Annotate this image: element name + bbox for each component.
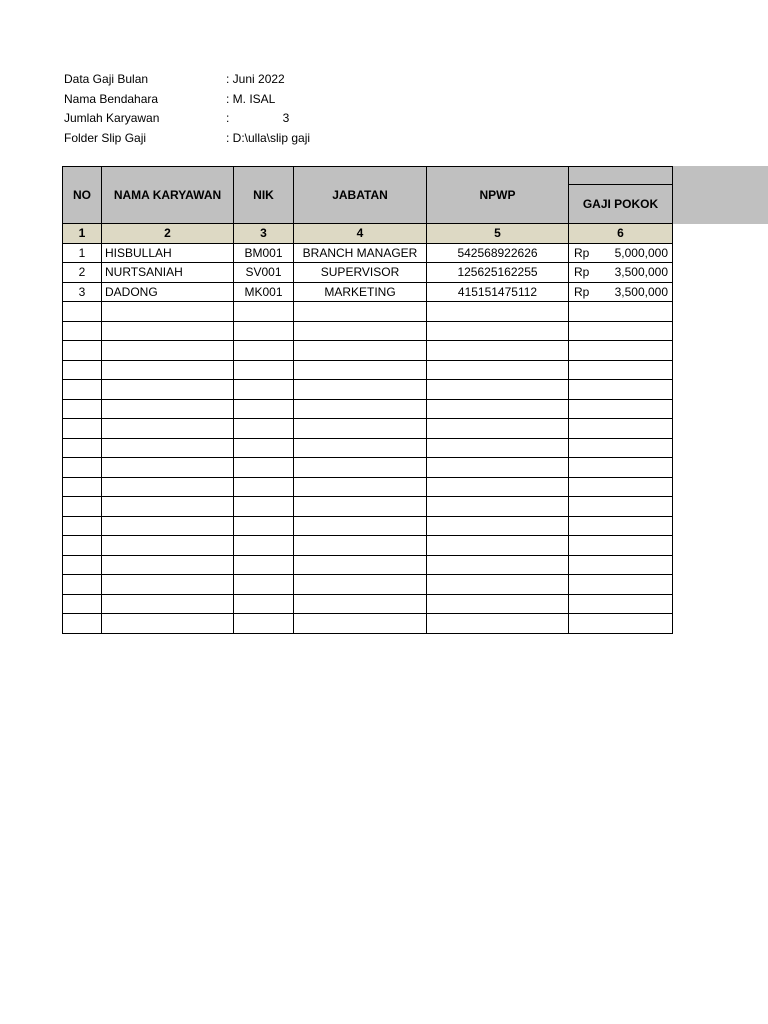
cell-gaji-pokok[interactable] [569, 243, 673, 263]
cell-jabatan[interactable]: BRANCH MANAGER [294, 243, 427, 263]
salary-amount: 5,000,000 [614, 245, 668, 260]
empty-cell[interactable] [569, 614, 673, 634]
empty-cell[interactable] [569, 399, 673, 419]
empty-cell[interactable] [234, 419, 294, 439]
column-number[interactable]: 2 [102, 224, 234, 244]
cell-no[interactable]: 2 [63, 263, 102, 283]
empty-cell[interactable] [63, 360, 102, 380]
info-label-employee-count: Jumlah Karyawan [64, 111, 160, 125]
employee-count-number: 3 [282, 111, 290, 125]
header-nik[interactable]: NIK [234, 167, 294, 224]
empty-cell[interactable] [102, 477, 234, 497]
empty-cell[interactable] [102, 341, 234, 361]
empty-cell[interactable] [102, 497, 234, 517]
empty-table-row [63, 575, 673, 595]
empty-cell[interactable] [63, 555, 102, 575]
empty-table-row [63, 536, 673, 556]
empty-cell[interactable] [427, 458, 569, 478]
header-no[interactable]: NO [63, 167, 102, 224]
empty-table-row [63, 360, 673, 380]
empty-cell[interactable] [102, 614, 234, 634]
empty-table-row [63, 399, 673, 419]
empty-cell[interactable] [234, 594, 294, 614]
empty-cell[interactable] [102, 360, 234, 380]
empty-cell[interactable] [569, 536, 673, 556]
column-number[interactable]: 5 [427, 224, 569, 244]
empty-cell[interactable] [427, 419, 569, 439]
empty-cell[interactable] [294, 341, 427, 361]
empty-cell[interactable] [102, 575, 234, 595]
empty-cell[interactable] [294, 497, 427, 517]
empty-cell[interactable] [63, 516, 102, 536]
empty-cell[interactable] [569, 477, 673, 497]
empty-cell[interactable] [63, 399, 102, 419]
empty-cell[interactable] [294, 438, 427, 458]
empty-cell[interactable] [427, 302, 569, 322]
empty-table-row [63, 516, 673, 536]
empty-cell[interactable] [234, 399, 294, 419]
empty-cell[interactable] [294, 477, 427, 497]
column-number[interactable]: 1 [63, 224, 102, 244]
empty-cell[interactable] [294, 458, 427, 478]
cell-nik[interactable]: SV001 [234, 263, 294, 283]
empty-cell[interactable] [63, 341, 102, 361]
empty-cell[interactable] [294, 360, 427, 380]
empty-cell[interactable] [63, 302, 102, 322]
empty-cell[interactable] [102, 399, 234, 419]
empty-cell[interactable] [569, 302, 673, 322]
empty-cell[interactable] [569, 438, 673, 458]
empty-cell[interactable] [63, 438, 102, 458]
empty-table-row [63, 555, 673, 575]
empty-table-row [63, 419, 673, 439]
empty-cell[interactable] [427, 594, 569, 614]
info-label-treasurer: Nama Bendahara [64, 91, 159, 106]
empty-cell[interactable] [63, 614, 102, 634]
cell-no[interactable]: 3 [63, 282, 102, 302]
empty-cell[interactable] [427, 555, 569, 575]
empty-cell[interactable] [294, 555, 427, 575]
currency-label: Rp [574, 265, 590, 279]
info-value-employee-count[interactable] [226, 109, 289, 129]
empty-table-row [63, 438, 673, 458]
empty-cell[interactable] [234, 321, 294, 341]
cell-nik[interactable]: MK001 [234, 282, 294, 302]
salary-amount: 3,500,000 [614, 265, 668, 279]
empty-cell[interactable] [427, 516, 569, 536]
empty-cell[interactable] [569, 321, 673, 341]
cell-gaji-pokok[interactable] [569, 263, 673, 283]
empty-cell[interactable] [63, 575, 102, 595]
empty-cell[interactable] [427, 360, 569, 380]
column-number-row [63, 224, 673, 244]
header-gaji-top-cell[interactable] [569, 167, 673, 185]
info-colon: : [226, 111, 230, 125]
empty-cell[interactable] [294, 516, 427, 536]
empty-cell[interactable] [294, 399, 427, 419]
empty-cell[interactable] [294, 594, 427, 614]
empty-cell[interactable] [294, 614, 427, 634]
info-value-treasurer[interactable]: : M. ISAL [226, 91, 276, 106]
info-label-month: Data Gaji Bulan [64, 72, 149, 86]
empty-cell[interactable] [427, 380, 569, 400]
empty-cell[interactable] [63, 321, 102, 341]
cell-nama[interactable]: DADONG [102, 282, 234, 302]
empty-cell[interactable] [234, 575, 294, 595]
empty-table-row [63, 458, 673, 478]
empty-cell[interactable] [234, 555, 294, 575]
empty-cell[interactable] [234, 477, 294, 497]
empty-cell[interactable] [294, 536, 427, 556]
cell-npwp[interactable]: 415151475112 [427, 282, 569, 302]
cell-jabatan[interactable]: SUPERVISOR [294, 263, 427, 283]
empty-cell[interactable] [294, 321, 427, 341]
empty-cell[interactable] [569, 341, 673, 361]
info-label-folder: Folder Slip Gaji [64, 130, 147, 145]
empty-cell[interactable] [234, 497, 294, 517]
empty-cell[interactable] [234, 516, 294, 536]
empty-cell[interactable] [294, 419, 427, 439]
empty-cell[interactable] [63, 380, 102, 400]
empty-cell[interactable] [294, 380, 427, 400]
empty-cell[interactable] [569, 594, 673, 614]
empty-cell[interactable] [234, 614, 294, 634]
currency-label: Rp [574, 284, 590, 299]
empty-cell[interactable] [63, 536, 102, 556]
column-number[interactable]: 3 [234, 224, 294, 244]
cell-nama[interactable]: HISBULLAH [102, 243, 234, 263]
empty-cell[interactable] [102, 458, 234, 478]
header-npwp[interactable]: NPWP [427, 167, 569, 224]
salary-amount: 3,500,000 [614, 284, 668, 299]
empty-cell[interactable] [234, 341, 294, 361]
cell-nama[interactable]: NURTSANIAH [102, 263, 234, 283]
column-number[interactable]: 4 [294, 224, 427, 244]
empty-cell[interactable] [102, 438, 234, 458]
empty-cell[interactable] [102, 555, 234, 575]
info-value-folder[interactable]: : D:\ulla\slip gaji [226, 130, 311, 145]
empty-cell[interactable] [569, 419, 673, 439]
cell-no[interactable]: 1 [63, 243, 102, 263]
empty-table-row [63, 321, 673, 341]
empty-cell[interactable] [294, 302, 427, 322]
table-row [63, 282, 673, 302]
empty-cell[interactable] [569, 360, 673, 380]
header-fill-extension [671, 166, 768, 224]
empty-cell[interactable] [569, 516, 673, 536]
empty-cell[interactable] [63, 419, 102, 439]
empty-cell[interactable] [234, 458, 294, 478]
empty-table-row [63, 302, 673, 322]
empty-cell[interactable] [63, 477, 102, 497]
empty-cell[interactable] [102, 419, 234, 439]
empty-cell[interactable] [234, 302, 294, 322]
header-gaji-pokok[interactable]: GAJI POKOK [569, 185, 673, 224]
empty-cell[interactable] [569, 458, 673, 478]
empty-cell[interactable] [569, 555, 673, 575]
empty-cell[interactable] [234, 360, 294, 380]
empty-cell[interactable] [102, 594, 234, 614]
empty-cell[interactable] [427, 497, 569, 517]
empty-cell[interactable] [427, 575, 569, 595]
empty-cell[interactable] [569, 575, 673, 595]
header-nama-karyawan[interactable]: NAMA KARYAWAN [102, 167, 234, 224]
empty-table-row [63, 477, 673, 497]
empty-cell[interactable] [63, 594, 102, 614]
empty-cell[interactable] [427, 438, 569, 458]
empty-cell[interactable] [569, 497, 673, 517]
empty-table-row [63, 497, 673, 517]
cell-npwp[interactable]: 125625162255 [427, 263, 569, 283]
empty-cell[interactable] [102, 380, 234, 400]
table-row [63, 263, 673, 283]
empty-cell[interactable] [234, 536, 294, 556]
empty-table-row [63, 341, 673, 361]
empty-cell[interactable] [427, 399, 569, 419]
empty-cell[interactable] [427, 614, 569, 634]
empty-cell[interactable] [102, 302, 234, 322]
empty-cell[interactable] [427, 341, 569, 361]
empty-cell[interactable] [234, 438, 294, 458]
empty-cell[interactable] [234, 380, 294, 400]
empty-cell[interactable] [427, 477, 569, 497]
empty-cell[interactable] [294, 575, 427, 595]
empty-table-row [63, 614, 673, 634]
cell-gaji-pokok[interactable] [569, 282, 673, 302]
empty-cell[interactable] [102, 321, 234, 341]
cell-npwp[interactable]: 542568922626 [427, 243, 569, 263]
empty-table-row [63, 594, 673, 614]
cell-jabatan[interactable]: MARKETING [294, 282, 427, 302]
empty-cell[interactable] [102, 536, 234, 556]
salary-table [62, 166, 673, 634]
cell-nik[interactable]: BM001 [234, 243, 294, 263]
empty-cell[interactable] [63, 497, 102, 517]
empty-cell[interactable] [427, 321, 569, 341]
column-number[interactable]: 6 [569, 224, 673, 244]
empty-cell[interactable] [63, 458, 102, 478]
empty-table-row [63, 380, 673, 400]
currency-label: Rp [574, 245, 590, 260]
info-value-month[interactable]: : Juni 2022 [226, 72, 285, 86]
empty-cell[interactable] [569, 380, 673, 400]
header-row-top [63, 167, 673, 185]
table-row [63, 243, 673, 263]
empty-cell[interactable] [102, 516, 234, 536]
header-jabatan[interactable]: JABATAN [294, 167, 427, 224]
empty-cell[interactable] [427, 536, 569, 556]
